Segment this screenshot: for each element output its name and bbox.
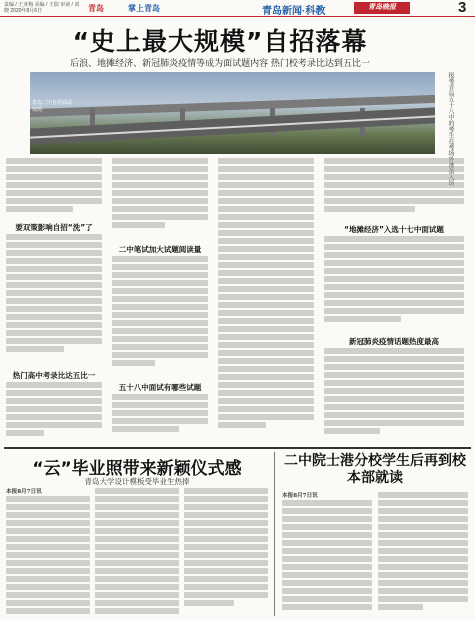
section-divider (4, 447, 471, 449)
subhead-5: “地摊经济”入选十七中面试题 (344, 225, 444, 234)
photo-credit: 青岛二中自招面试现场 (32, 100, 73, 113)
story-left-subheadline: 青岛大学设计模板受毕业生热捧 (84, 477, 190, 486)
article-column (6, 382, 102, 442)
header-meta: 责编 / 王亚梅 美编 / 王瑞 审读 / 刘晓 2020年8月6日 (4, 2, 80, 14)
article-column (6, 158, 102, 220)
subhead-2: 二中笔试加大试题阅读量 (118, 245, 202, 254)
subhead-6: 新冠肺炎疫情话题热度最高 (349, 337, 439, 346)
story-right-column (282, 492, 372, 616)
story-left-headline: “云”毕业照带来新颖仪式感 (32, 459, 242, 479)
story-right-headline: 二中院士港分校学生后再到校本部就读 (284, 453, 466, 486)
lead-subheadline: 后浪、地摊经济、新冠肺炎疫情等成为面试题内容 热门校考录比达到五比一 (70, 59, 370, 69)
story-right-byline: 本报8月7日讯 (282, 493, 318, 499)
section-title: 青岛新闻·科教 (262, 6, 326, 17)
article-column (218, 158, 314, 442)
subhead-4: 五十八中面试有哪些试题 (118, 383, 202, 392)
header-logo-left: 青岛 (88, 4, 104, 13)
story-left-column (184, 488, 268, 616)
article-column (112, 158, 208, 238)
article-column (112, 394, 208, 442)
subhead-1: 要双策影响自招“洗”了 (15, 223, 93, 232)
article-column (324, 236, 464, 332)
page-header (0, 0, 475, 17)
article-column (6, 234, 102, 366)
article-column (324, 158, 464, 220)
brand-badge: 青岛晚报 (354, 2, 410, 14)
story-left-byline: 本报8月7日讯 (6, 489, 42, 495)
header-logo-right: 掌上青岛 (128, 4, 160, 13)
column-divider (274, 452, 275, 616)
subhead-3: 热门高中考录比达五比一 (12, 371, 96, 380)
vertical-photo-caption: 报考青岛五十八中的考生在考场外准备入场 (447, 72, 454, 186)
article-column (324, 348, 464, 442)
article-column (112, 256, 208, 378)
story-right-column (378, 492, 468, 616)
story-left-column (6, 488, 90, 616)
page-number: 3 (458, 0, 467, 16)
lead-photo (30, 72, 435, 154)
story-left-column (95, 488, 179, 616)
lead-headline: “史上最大规模”自招落幕 (72, 27, 368, 56)
